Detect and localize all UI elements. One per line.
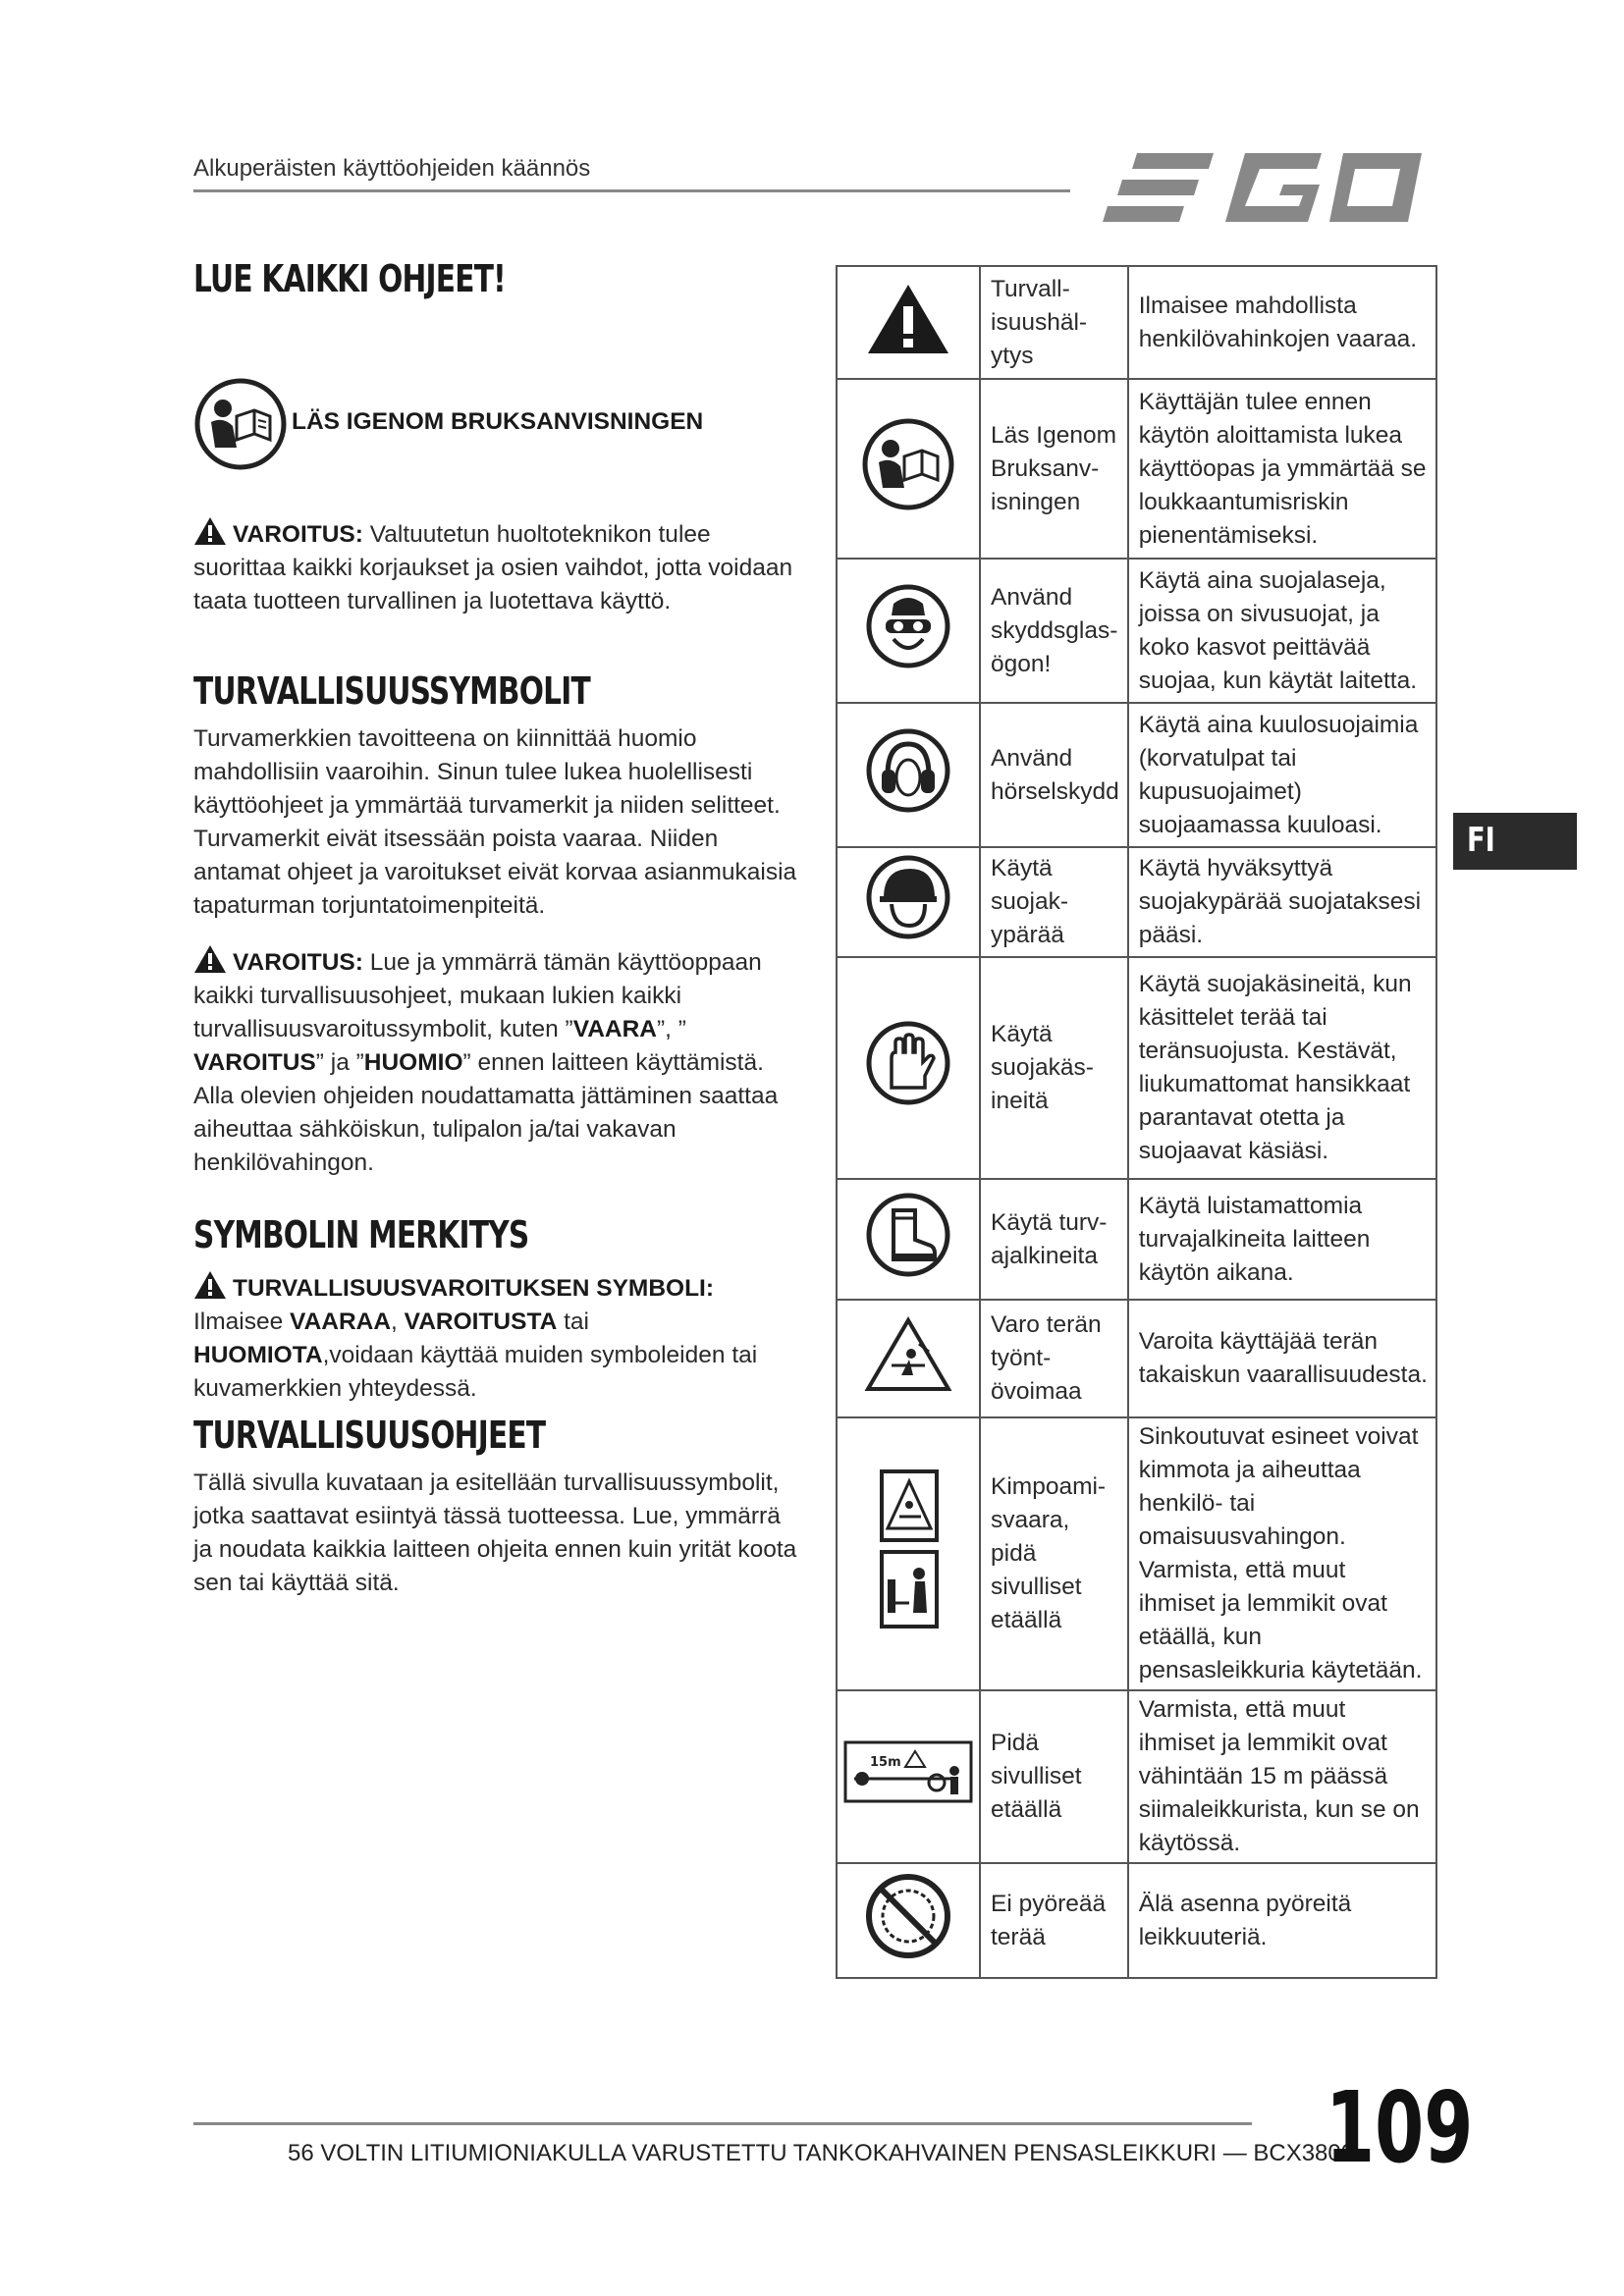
symbol-text: Ilmaisee bbox=[193, 1308, 291, 1335]
warning-text: ”, ” bbox=[657, 1016, 686, 1042]
safety-glasses-icon bbox=[864, 582, 952, 670]
symbol-name: Käytä suojakäs- ineitä bbox=[980, 957, 1128, 1179]
table-row bbox=[837, 703, 1436, 847]
table-row bbox=[837, 1863, 1436, 1978]
warning-label: VAROITUS: bbox=[233, 949, 363, 976]
table-row bbox=[837, 1300, 1436, 1417]
ricochet-keep-distance-icon bbox=[864, 1466, 952, 1632]
symbol-label: TURVALLISUUSVAROITUKSEN SYMBOLI: bbox=[233, 1275, 715, 1302]
symbol-description: Käytä hyväksyttyä suojakypärää suojataksesi pääsi. bbox=[1128, 847, 1436, 957]
warning-triangle-icon bbox=[193, 1270, 227, 1300]
table-row bbox=[837, 559, 1436, 703]
keyword-caution: HUOMIO bbox=[363, 1049, 463, 1076]
symbol-description: Käytä luistamattomia turvajalkineita laitteen käytön aikana. bbox=[1128, 1179, 1436, 1300]
language-tab-label: FI bbox=[1467, 821, 1495, 860]
symbol-description: Käyttäjän tulee ennen käytön aloittamista lukea käyttöopas ja ymmärtää se loukkaantumisriskin pienentämiseksi. bbox=[1128, 379, 1436, 559]
keyword-warning: VAROITUS bbox=[193, 1049, 316, 1076]
safety-instructions-heading: TURVALLISUUSOHJEET bbox=[193, 1414, 546, 1457]
symbol-name: Använd hörselskydd bbox=[980, 703, 1128, 847]
symbol-meaning-section bbox=[193, 1213, 802, 1406]
table-row bbox=[837, 957, 1436, 1179]
ear-protection-icon bbox=[864, 726, 952, 815]
warning-text: Valtuutetun huoltoteknikon tulee suorittaa kaikki korjaukset ja osien vaihdot, jotta voidaan taata tuotteen turvallinen ja luotettava käyttö. bbox=[193, 521, 793, 614]
symbol-text: ,voidaan käyttää muiden symboleiden tai kuvamerkkien yhteydessä. bbox=[193, 1342, 758, 1402]
safety-symbols-section bbox=[193, 669, 802, 923]
footer-product-name: 56 VOLTIN LITIUMIONIAKULLA VARUSTETTU TANKOKAHVAINEN PENSASLEIKKURI — BCX3800 bbox=[288, 2140, 1355, 2166]
warning-triangle-icon bbox=[864, 279, 952, 357]
header-rule bbox=[193, 189, 1070, 192]
warning-text: ” ja ” bbox=[315, 1049, 364, 1076]
ego-logo bbox=[1098, 145, 1432, 230]
language-tab bbox=[1453, 813, 1577, 870]
keyword-warning: VAROITUSTA bbox=[404, 1308, 558, 1335]
warning-triangle-icon bbox=[193, 944, 227, 974]
page-number: 109 bbox=[1326, 2070, 1474, 2185]
warning-triangle-icon bbox=[193, 516, 227, 546]
symbol-meaning-heading: SYMBOLIN MERKITYS bbox=[193, 1213, 529, 1256]
symbol-description: Varoita käyttäjää terän takaiskun vaarallisuudesta. bbox=[1128, 1300, 1436, 1417]
helmet-icon bbox=[864, 853, 952, 941]
no-circular-blade-icon bbox=[864, 1872, 952, 1960]
bystanders-15m-icon bbox=[842, 1739, 974, 1804]
read-all-heading: LUE KAIKKI OHJEET! bbox=[193, 257, 506, 300]
symbol-name: Käytä suojak- ypärää bbox=[980, 847, 1128, 957]
safety-symbol-table bbox=[836, 265, 1437, 1979]
warning-read-all bbox=[193, 944, 802, 1180]
safety-symbols-heading: TURVALLISUUSSYMBOLIT bbox=[193, 669, 590, 713]
footer-rule bbox=[193, 2122, 1252, 2125]
distance-label: 15m bbox=[870, 1755, 901, 1770]
symbol-description: Älä asenna pyöreitä leikkuuteriä. bbox=[1128, 1863, 1436, 1978]
symbol-name: Käytä turv- ajalkineita bbox=[980, 1179, 1128, 1300]
table-row bbox=[837, 266, 1436, 379]
symbol-name: Turvall- isuushäl- ytys bbox=[980, 266, 1128, 379]
safety-instructions-text: Tällä sivulla kuvataan ja esitellään turvallisuussymbolit, jotka saattavat esiintyä tässä tuotteessa. Lue, ymmärrä ja noudata kaikkia laitteen ohjeita ennen kuin yrität koota sen tai käyttää sitä. bbox=[193, 1469, 797, 1596]
symbol-description: Ilmaisee mahdollista henkilövahinkojen vaaraa. bbox=[1128, 266, 1436, 379]
table-row bbox=[837, 847, 1436, 957]
table-row bbox=[837, 1179, 1436, 1300]
read-manual-label: LÄS IGENOM BRUKSANVISNINGEN bbox=[292, 408, 704, 435]
symbol-name: Kimpoami- svaara, pidä sivulliset etäällä bbox=[980, 1417, 1128, 1690]
warning-repairs bbox=[193, 516, 802, 618]
symbol-description: Käytä suojakäsineitä, kun käsittelet terää tai teränsuojusta. Kestävät, liukumattomat hansikkaat parantavat otetta ja suojaavat käsiäsi. bbox=[1128, 957, 1436, 1179]
keyword-caution: HUOMIOTA bbox=[193, 1342, 323, 1368]
table-row bbox=[837, 379, 1436, 559]
warning-text: ” ennen laitteen käyttämistä. Alla olevien ohjeiden noudattamatta jättäminen saattaa aiheuttaa sähköiskun, tulipalon ja/tai vakavan henkilövahingon. bbox=[193, 1049, 779, 1176]
safety-instructions-section bbox=[193, 1414, 802, 1600]
gloves-icon bbox=[864, 1019, 952, 1107]
symbol-description: Käytä aina suojalaseja, joissa on sivusuojat, ja koko kasvot peittävää suojaa, kun käytät laitetta. bbox=[1128, 559, 1436, 703]
warning-label: VAROITUS: bbox=[233, 521, 363, 548]
symbol-name: Läs Igenom Bruksanv- isningen bbox=[980, 379, 1128, 559]
symbol-text: tai bbox=[557, 1308, 589, 1335]
symbol-name: Pidä sivulliset etäällä bbox=[980, 1690, 1128, 1863]
read-manual-icon bbox=[861, 417, 955, 511]
symbol-description: Sinkoutuvat esineet voivat kimmota ja aiheuttaa henkilö- tai omaisuusvahingon. Varmista, että muut ihmiset ja lemmikit ovat etäällä, kun pensasleikkuria käytetään. bbox=[1128, 1417, 1436, 1690]
table-row bbox=[837, 1417, 1436, 1690]
keyword-danger: VAARA bbox=[572, 1016, 657, 1042]
keyword-danger: VAARAA bbox=[290, 1308, 392, 1335]
document-subtitle: Alkuperäisten käyttöohjeiden käännös bbox=[193, 155, 591, 182]
boots-icon bbox=[864, 1191, 952, 1279]
symbol-text: , bbox=[391, 1308, 405, 1335]
warning-text: Lue ja ymmärrä tämän käyttöoppaan kaikki turvallisuusohjeet, mukaan lukien kaikki turvallisuusvaroitussymbolit, kuten ” bbox=[193, 949, 762, 1042]
safety-symbols-text: Turvamerkkien tavoitteena on kiinnittää huomio mahdollisiin vaaroihin. Sinun tulee lukea huolellisesti käyttöohjeet ja ymmärtää turvamerkit ja niiden selitteet. Turvamerkit eivät itsessään poista vaaraa. Niiden antamat ohjeet ja varoitukset eivät korvaa asianmukaisia tapaturman torjuntatoimenpiteitä. bbox=[193, 725, 797, 919]
read-manual-icon bbox=[193, 377, 288, 471]
symbol-name: Varo terän työnt- övoimaa bbox=[980, 1300, 1128, 1417]
symbol-name: Ei pyöreää terää bbox=[980, 1863, 1128, 1978]
table-row bbox=[837, 1690, 1436, 1863]
left-column bbox=[193, 257, 802, 1596]
symbol-description: Käytä aina kuulosuojaimia (korvatulpat tai kupusuojaimet) suojaamassa kuuloasi. bbox=[1128, 703, 1436, 847]
symbol-name: Använd skyddsglas- ögon! bbox=[980, 559, 1128, 703]
symbol-description: Varmista, että muut ihmiset ja lemmikit ovat vähintään 15 m päässä siimaleikkurista, kun se on käytössä. bbox=[1128, 1690, 1436, 1863]
blade-thrust-icon bbox=[864, 1314, 952, 1393]
